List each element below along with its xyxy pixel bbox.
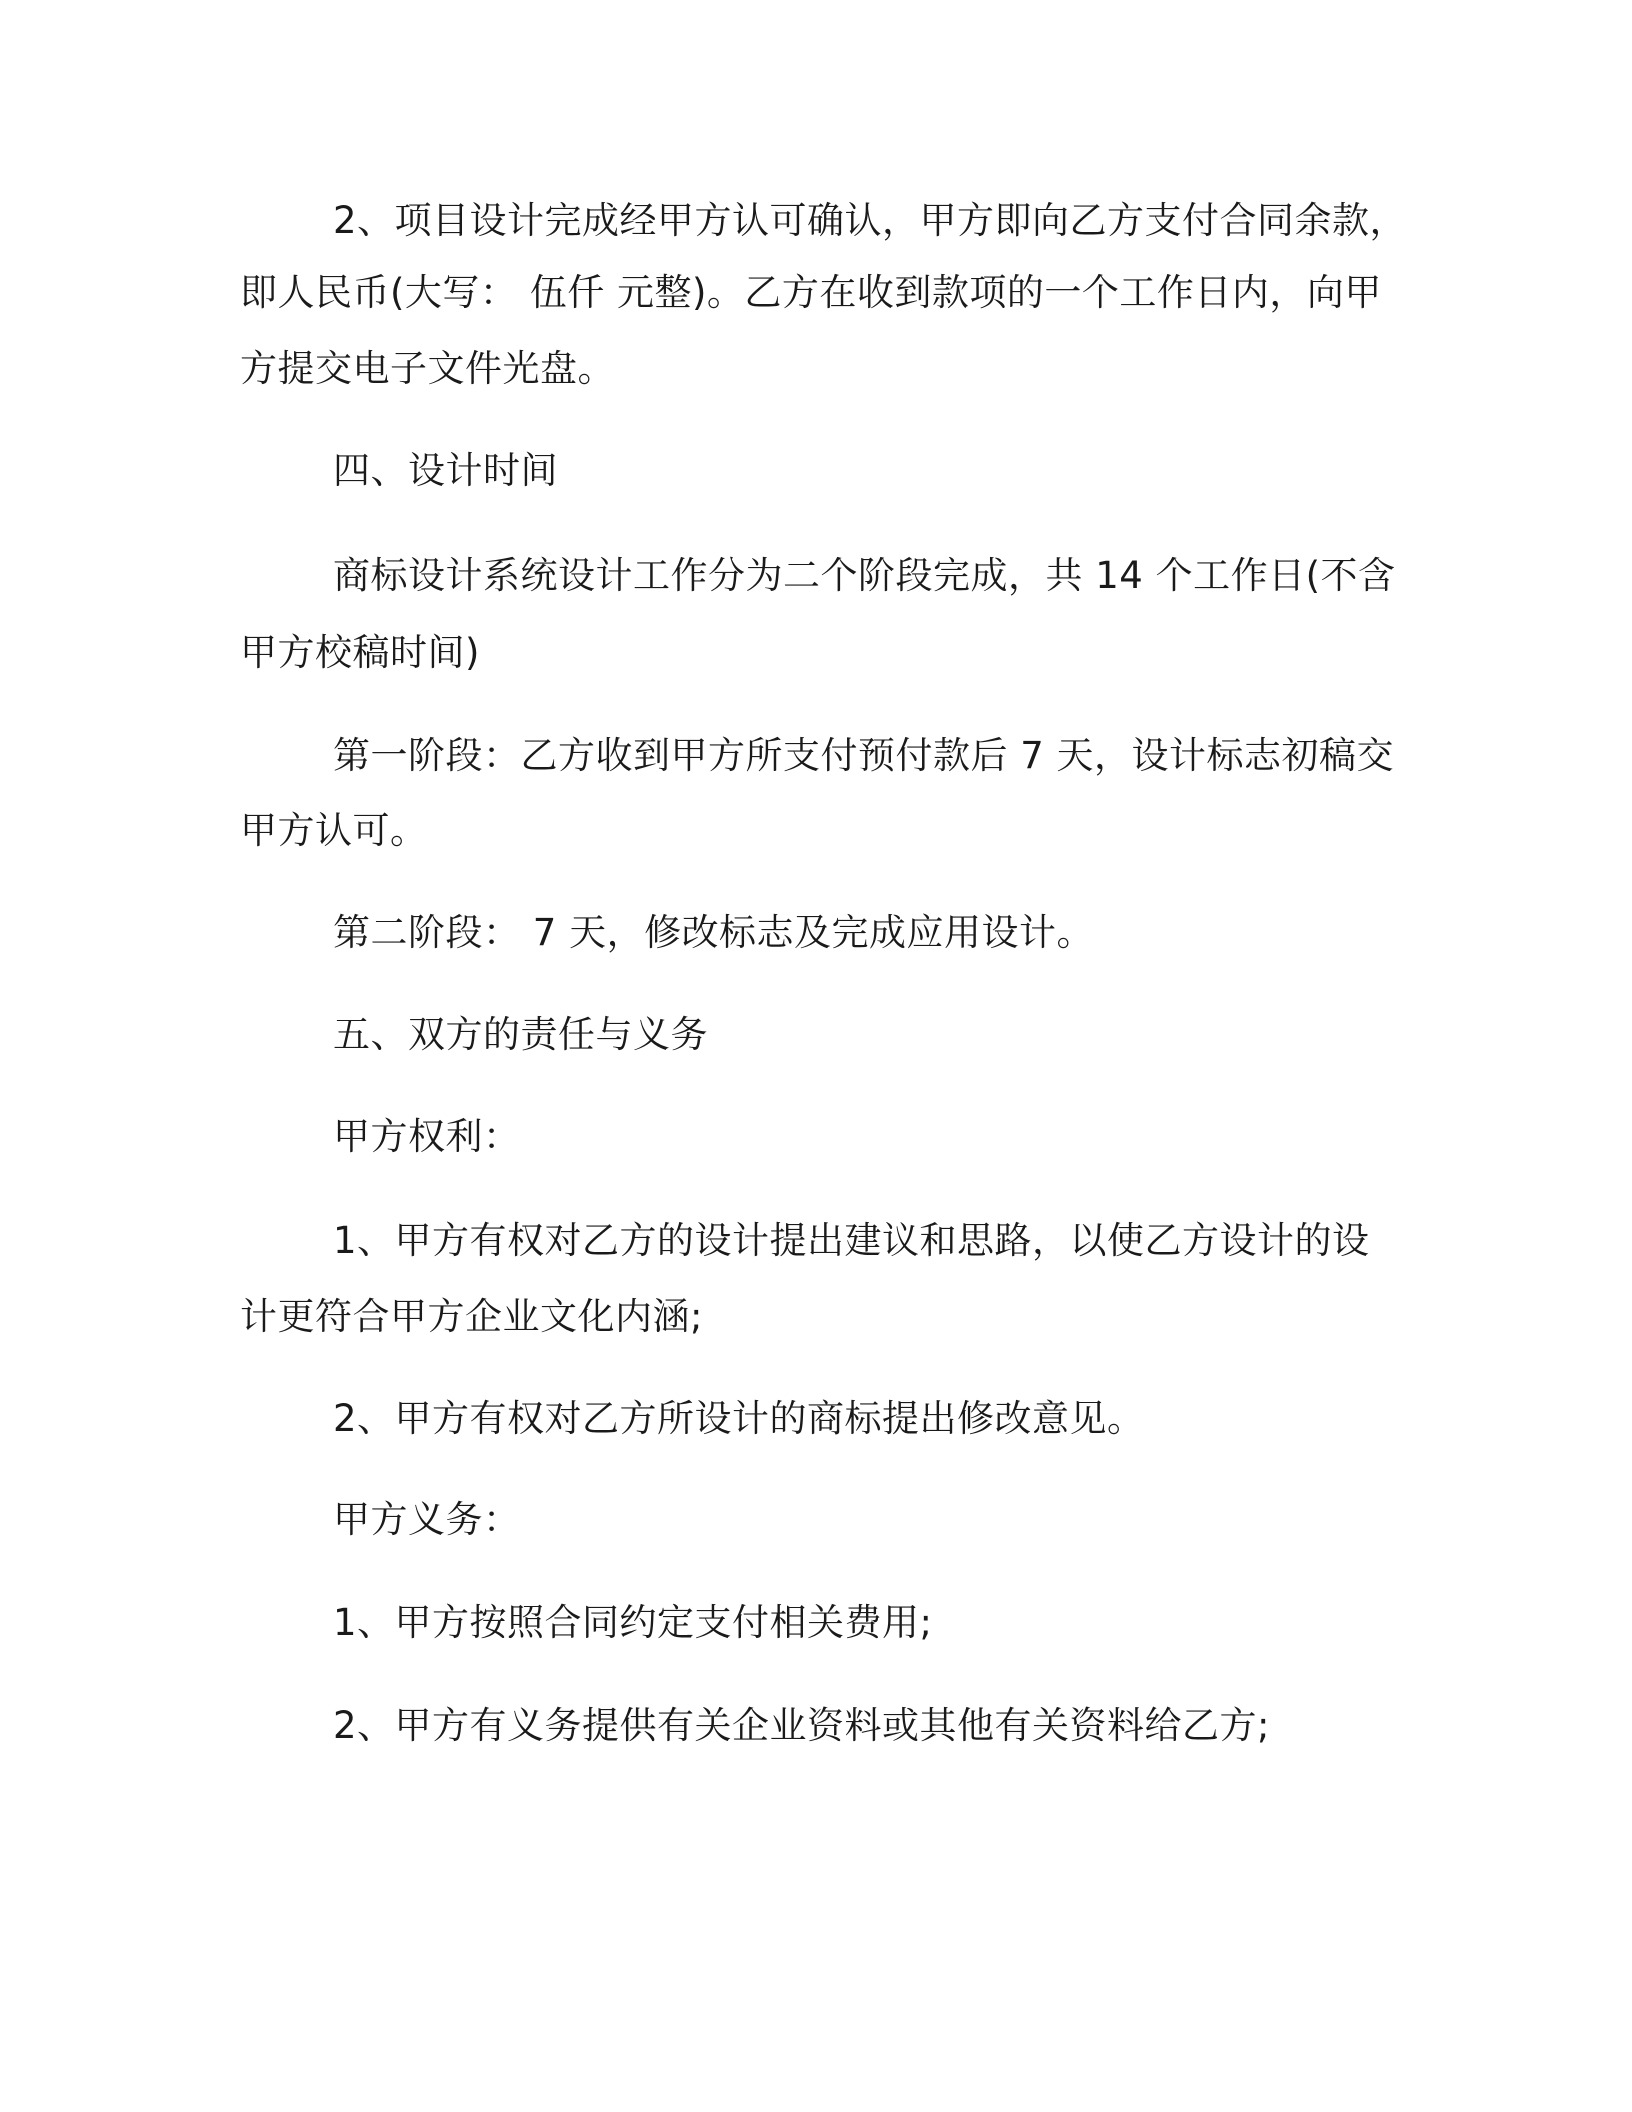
party-a-obligations-heading: 甲方义务： xyxy=(333,1498,521,1541)
phase-two-line: 第二阶段： 7 天，修改标志及完成应用设计。 xyxy=(333,911,1095,954)
payment-clause-2-line-1: 2、项目设计完成经甲方认可确认，甲方即向乙方支付合同余款， xyxy=(333,199,1408,242)
party-a-right-1-line-1: 1、甲方有权对乙方的设计提出建议和思路，以使乙方设计的设 xyxy=(333,1219,1370,1262)
section-heading-design-time: 四、设计时间 xyxy=(333,449,558,492)
party-a-rights-heading: 甲方权利： xyxy=(333,1115,521,1158)
design-time-paragraph-line-1: 商标设计系统设计工作分为二个阶段完成，共 14 个工作日(不含 xyxy=(333,554,1396,597)
party-a-right-2-line: 2、甲方有权对乙方所设计的商标提出修改意见。 xyxy=(333,1397,1145,1440)
phase-one-line-2: 甲方认可。 xyxy=(240,809,428,852)
design-time-paragraph-line-2: 甲方校稿时间) xyxy=(240,631,480,674)
payment-clause-2-line-2: 即人民币(大写： 伍仟 元整)。乙方在收到款项的一个工作日内，向甲 xyxy=(240,271,1382,314)
party-a-obligation-2-line: 2、甲方有义务提供有关企业资料或其他有关资料给乙方; xyxy=(333,1704,1271,1747)
party-a-obligation-1-line: 1、甲方按照合同约定支付相关费用; xyxy=(333,1601,933,1644)
payment-clause-2-line-3: 方提交电子文件光盘。 xyxy=(240,347,615,390)
party-a-right-1-line-2: 计更符合甲方企业文化内涵; xyxy=(240,1295,703,1338)
phase-one-line-1: 第一阶段：乙方收到甲方所支付预付款后 7 天，设计标志初稿交 xyxy=(333,734,1395,777)
section-heading-responsibilities: 五、双方的责任与义务 xyxy=(333,1013,708,1056)
